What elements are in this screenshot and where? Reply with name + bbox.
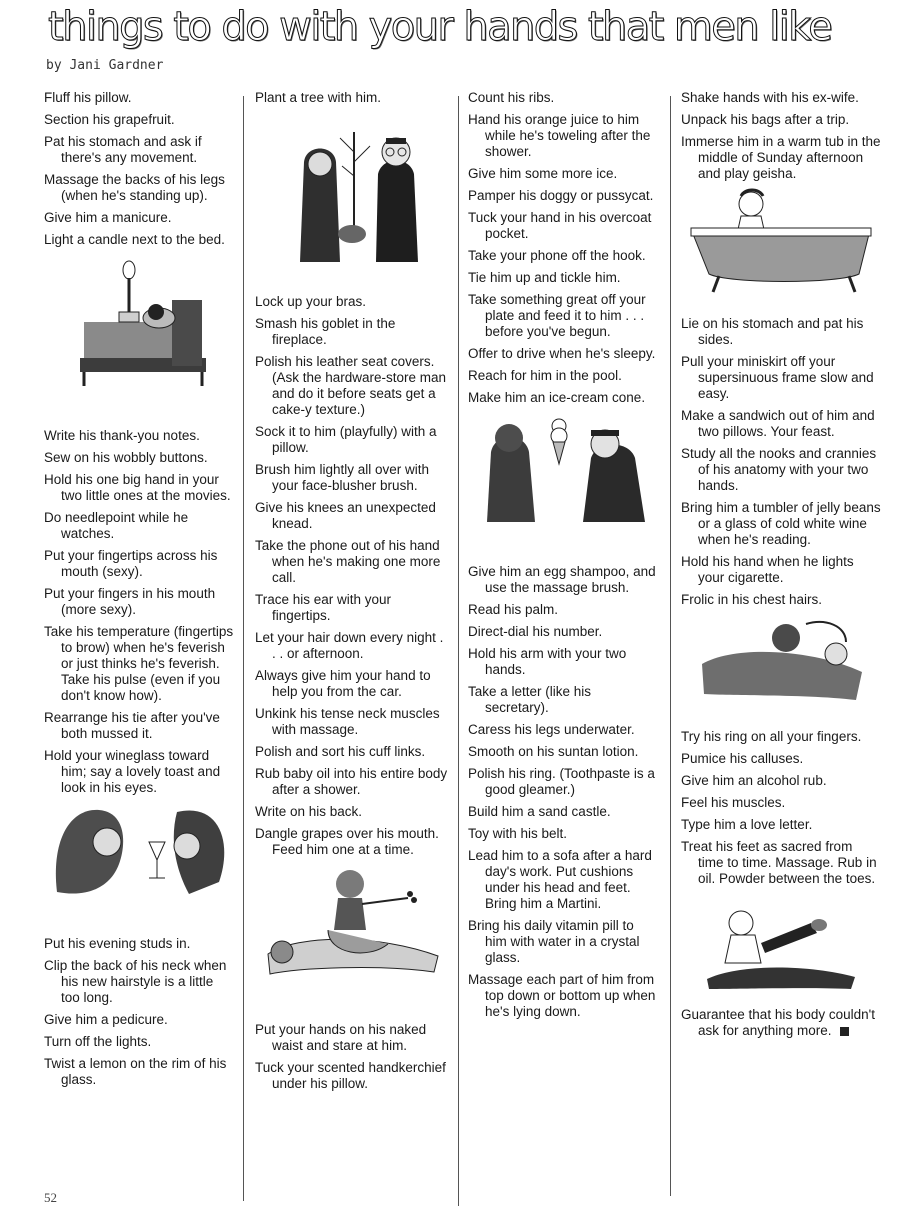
list-item: Hold your wineglass toward him; say a lovely toast and look in his eyes. bbox=[44, 748, 221, 795]
list-item: Study all the nooks and crannies of his anatomy with your two hands. bbox=[681, 446, 877, 493]
list-item: Give him an egg shampoo, and use the massage brush. bbox=[468, 564, 656, 595]
end-mark-icon bbox=[840, 1027, 849, 1036]
chest-hair-illustration bbox=[696, 614, 866, 709]
list-item: Make him an ice-cream cone. bbox=[468, 390, 646, 405]
list-item: Lie on his stomach and pat his sides. bbox=[681, 316, 864, 347]
list-item: Bring his daily vitamin pill to him with water in a crystal glass. bbox=[468, 918, 640, 965]
list-item: Tie him up and tickle him. bbox=[468, 270, 621, 285]
list-item: Take a letter (like his secretary). bbox=[468, 684, 592, 715]
list-item: Dangle grapes over his mouth. Feed him one at a time. bbox=[255, 826, 439, 857]
list-item: Polish his ring. (Toothpaste is a good gleamer.) bbox=[468, 766, 655, 797]
list-item: Put your fingertips across his mouth (sexy). bbox=[44, 548, 218, 579]
column-1 bbox=[44, 90, 234, 1094]
list-item: Count his ribs. bbox=[468, 90, 555, 105]
list-item: Pat his stomach and ask if there's any movement. bbox=[44, 134, 202, 165]
list-item: Give his knees an unexpected knead. bbox=[255, 500, 436, 531]
list-item: Type him a love letter. bbox=[681, 817, 813, 832]
column-rule bbox=[243, 96, 244, 1201]
list-item: Put your fingers in his mouth (more sexy). bbox=[44, 586, 216, 617]
item-list bbox=[681, 729, 881, 887]
grapes-feeding-illustration bbox=[258, 864, 448, 994]
list-item: Sock it to him (playfully) with a pillow. bbox=[255, 424, 437, 455]
list-item: Always give him your hand to help you from the car. bbox=[255, 668, 431, 699]
list-item: Sew on his wobbly buttons. bbox=[44, 450, 208, 465]
list-item: Hand his orange juice to him while he's toweling after the shower. bbox=[468, 112, 651, 159]
column-rule bbox=[458, 96, 459, 1206]
column-3 bbox=[468, 90, 658, 1026]
bathtub-geisha-illustration bbox=[689, 188, 874, 298]
list-item: Twist a lemon on the rim of his glass. bbox=[44, 1056, 227, 1087]
wineglass-couple-illustration bbox=[49, 802, 229, 902]
list-item: Put your hands on his naked waist and stare at him. bbox=[255, 1022, 427, 1053]
list-item: Take something great off your plate and feed it to him . . . before you've begun. bbox=[468, 292, 646, 339]
massage-feet-illustration bbox=[701, 893, 861, 993]
list-item: Clip the back of his neck when his new hairstyle is a little too long. bbox=[44, 958, 227, 1005]
list-item: Bring him a tumbler of jelly beans or a glass of cold white wine when he's reading. bbox=[681, 500, 881, 547]
column-rule bbox=[670, 96, 671, 1196]
item-list bbox=[681, 90, 881, 182]
item-list bbox=[468, 564, 658, 1020]
list-item: Make a sandwich out of him and two pillows. Your feast. bbox=[681, 408, 875, 439]
list-item: Lock up your bras. bbox=[255, 294, 367, 309]
list-item: Lead him to a sofa after a hard day's work. Put cushions under his head and feet. Bring him a Martini. bbox=[468, 848, 652, 911]
item-list bbox=[255, 294, 450, 858]
list-item: Let your hair down every night . . . or afternoon. bbox=[255, 630, 444, 661]
list-item: Build him a sand castle. bbox=[468, 804, 611, 819]
list-item: Guarantee that his body couldn't ask for anything more. bbox=[681, 1007, 875, 1038]
byline: by Jani Gardner bbox=[46, 58, 164, 73]
list-item: Toy with his belt. bbox=[468, 826, 568, 841]
list-item: Light a candle next to the bed. bbox=[44, 232, 225, 247]
list-item: Hold his hand when he lights your cigarette. bbox=[681, 554, 854, 585]
list-item: Immerse him in a warm tub in the middle of Sunday afternoon and play geisha. bbox=[681, 134, 881, 181]
list-item: Take the phone out of his hand when he's making one more call. bbox=[255, 538, 441, 585]
tree-planting-illustration bbox=[278, 112, 428, 262]
list-item: Shake hands with his ex-wife. bbox=[681, 90, 859, 105]
item-list bbox=[44, 936, 234, 1088]
list-item: Pumice his calluses. bbox=[681, 751, 804, 766]
item-list bbox=[468, 90, 658, 406]
list-item: Write on his back. bbox=[255, 804, 363, 819]
bed-candle-illustration bbox=[64, 254, 214, 394]
list-item: Try his ring on all your fingers. bbox=[681, 729, 862, 744]
list-item: Give him an alcohol rub. bbox=[681, 773, 827, 788]
column-2 bbox=[255, 90, 450, 1098]
list-item: Reach for him in the pool. bbox=[468, 368, 622, 383]
item-list bbox=[681, 1007, 881, 1039]
list-item: Give him a pedicure. bbox=[44, 1012, 168, 1027]
list-item: Put his evening studs in. bbox=[44, 936, 191, 951]
list-item: Smooth on his suntan lotion. bbox=[468, 744, 639, 759]
list-item: Plant a tree with him. bbox=[255, 90, 382, 105]
list-item: Pamper his doggy or pussycat. bbox=[468, 188, 654, 203]
list-item: Direct-dial his number. bbox=[468, 624, 603, 639]
item-list bbox=[255, 1022, 450, 1092]
item-list bbox=[681, 316, 881, 608]
list-item: Tuck your scented handkerchief under his pillow. bbox=[255, 1060, 446, 1091]
item-list bbox=[44, 90, 234, 248]
list-item: Pull your miniskirt off your supersinuous frame slow and easy. bbox=[681, 354, 874, 401]
list-item: Rearrange his tie after you've both mussed it. bbox=[44, 710, 220, 741]
list-item: Take your phone off the hook. bbox=[468, 248, 646, 263]
list-item: Fluff his pillow. bbox=[44, 90, 132, 105]
list-item: Tuck your hand in his overcoat pocket. bbox=[468, 210, 652, 241]
list-item: Section his grapefruit. bbox=[44, 112, 175, 127]
item-list bbox=[255, 90, 450, 106]
list-item: Brush him lightly all over with your face-blusher brush. bbox=[255, 462, 430, 493]
list-item: Rub baby oil into his entire body after a shower. bbox=[255, 766, 448, 797]
list-item: Massage the backs of his legs (when he's standing up). bbox=[44, 172, 225, 203]
list-item: Polish his leather seat covers. (Ask the hardware-store man and do it before seats get a cake-y texture.) bbox=[255, 354, 447, 417]
list-item: Turn off the lights. bbox=[44, 1034, 152, 1049]
list-item: Read his palm. bbox=[468, 602, 559, 617]
list-item: Massage each part of him from top down or bottom up when he's lying down. bbox=[468, 972, 656, 1019]
list-item: Give him some more ice. bbox=[468, 166, 618, 181]
page-number: 52 bbox=[44, 1190, 57, 1205]
list-item: Hold his one big hand in your two little ones at the movies. bbox=[44, 472, 231, 503]
item-list bbox=[44, 428, 234, 796]
column-4 bbox=[681, 90, 881, 1045]
ice-cream-cone-illustration bbox=[473, 412, 653, 522]
list-item: Offer to drive when he's sleepy. bbox=[468, 346, 656, 361]
list-item: Take his temperature (fingertips to brow) when he's feverish or just thinks he's feverish. Take his pulse (even if you don't know how). bbox=[44, 624, 234, 703]
list-item: Do needlepoint while he watches. bbox=[44, 510, 189, 541]
list-item: Polish and sort his cuff links. bbox=[255, 744, 426, 759]
list-item: Smash his goblet in the fireplace. bbox=[255, 316, 396, 347]
list-item: Write his thank-you notes. bbox=[44, 428, 200, 443]
list-item: Treat his feet as sacred from time to time. Massage. Rub in oil. Powder between the toes. bbox=[681, 839, 877, 886]
list-item: Give him a manicure. bbox=[44, 210, 172, 225]
list-item: Unkink his tense neck muscles with massage. bbox=[255, 706, 440, 737]
list-item: Feel his muscles. bbox=[681, 795, 786, 810]
list-item: Hold his arm with your two hands. bbox=[468, 646, 627, 677]
list-item: Unpack his bags after a trip. bbox=[681, 112, 850, 127]
list-item: Trace his ear with your fingertips. bbox=[255, 592, 392, 623]
list-item: Frolic in his chest hairs. bbox=[681, 592, 823, 607]
page-title: things to do with your hands that men like bbox=[48, 4, 832, 50]
list-item: Caress his legs underwater. bbox=[468, 722, 635, 737]
